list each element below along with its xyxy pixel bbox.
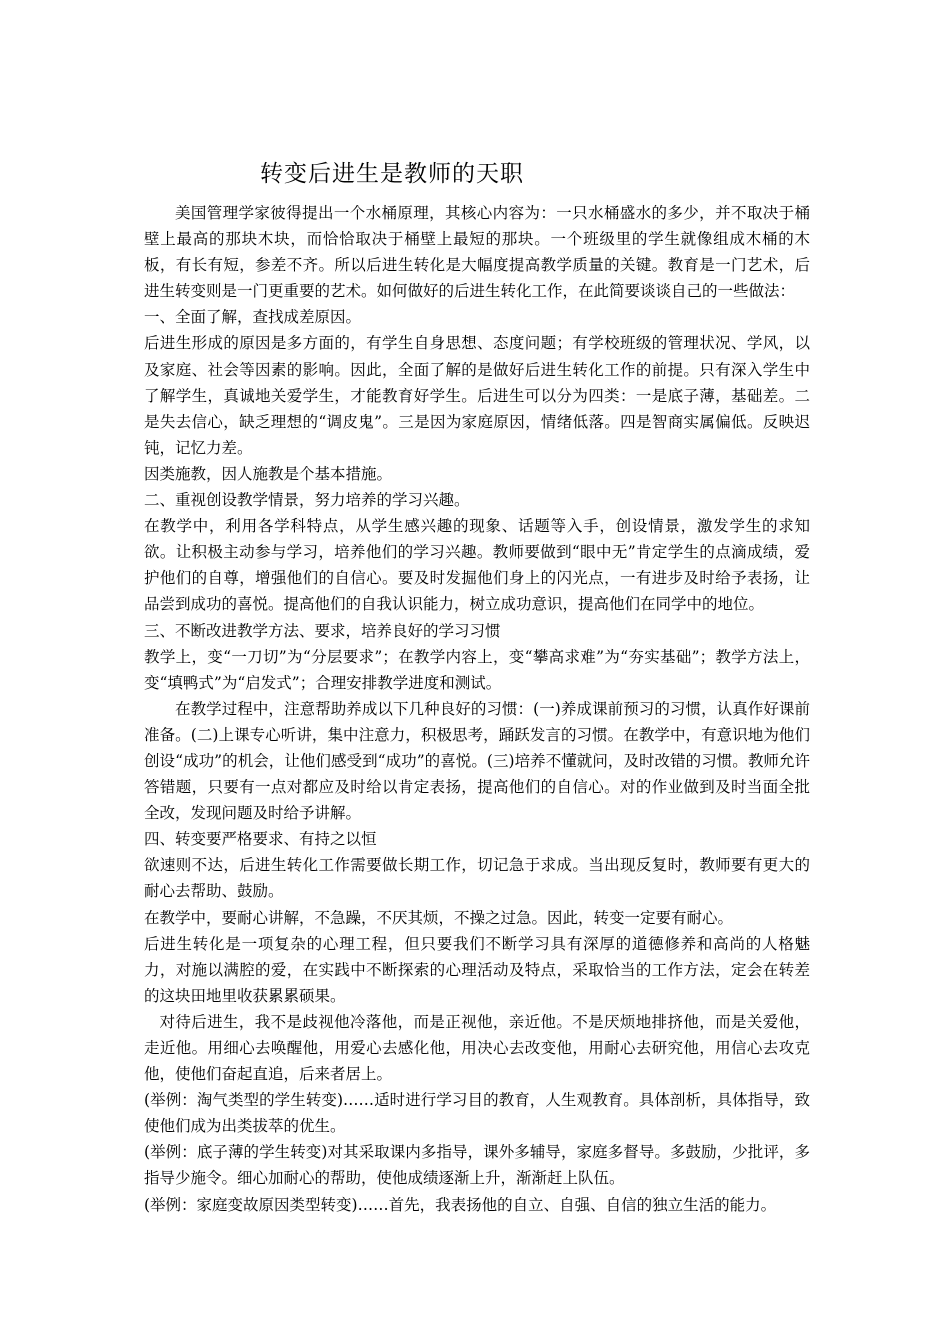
paragraph: 在教学过程中，注意帮助养成以下几种良好的习惯：(一)养成课前预习的习惯，认真作好课前准备。(二)上课专心听讲，集中注意力，积极思考，踊跃发言的习惯。在教学中，有意识地为他们创设“成功”的机会，让他们感受到“成功”的喜悦。(三)培养不懂就问，及时改错的习惯。教师允许答错题，只要有一点对都应及时给以肯定表扬，提高他们的自信心。对的作业做到及时当面全批全改，发现问题及时给予讲解。 bbox=[144, 699, 810, 823]
example-paragraph: (举例：底子薄的学生转变)对其采取课内多指导，课外多辅导，家庭多督导。多鼓励，少批评，多指导少施令。细心加耐心的帮助，使他成绩逐渐上升，渐渐赶上队伍。 bbox=[144, 1143, 810, 1188]
section-heading-4: 四、转变要严格要求、有持之以恒 bbox=[144, 830, 377, 849]
document-title: 转变后进生是教师的天职 bbox=[260, 161, 524, 187]
paragraph: 对待后进生，我不是歧视他冷落他，而是正视他，亲近他。不是厌烦地排挤他，而是关爱他，走近他。用细心去唤醒他，用爱心去感化他，用决心去改变他，用耐心去研究他，用信心去攻克他，使他们奋起直追，后来者居上。 bbox=[144, 1012, 810, 1084]
example-paragraph: (举例：家庭变故原因类型转变)……首先，我表扬他的自立、自强、自信的独立生活的能力。 bbox=[144, 1195, 777, 1214]
section-heading-3: 三、不断改进教学方法、要求，培养良好的学习习惯 bbox=[144, 621, 501, 640]
paragraph: 欲速则不达，后进生转化工作需要做长期工作，切记急于求成。当出现反复时，教师要有更大的耐心去帮助、鼓励。 bbox=[144, 856, 810, 901]
paragraph: 教学上，变“一刀切”为“分层要求”；在教学内容上，变“攀高求难”为“夯实基础”；教学方法上，变“填鸭式”为“启发式”；合理安排教学进度和测试。 bbox=[144, 647, 810, 692]
paragraph: 后进生形成的原因是多方面的，有学生自身思想、态度问题；有学校班级的管理状况、学风，以及家庭、社会等因素的影响。因此，全面了解的是做好后进生转化工作的前提。只有深入学生中了解学生，真诚地关爱学生，才能教育好学生。后进生可以分为四类：一是底子薄，基础差。二是失去信心，缺乏理想的“调皮鬼”。三是因为家庭原因，情绪低落。四是智商实属偏低。反映迟钝，记忆力差。 bbox=[144, 334, 810, 457]
paragraph: 后进生转化是一项复杂的心理工程，但只要我们不断学习具有深厚的道德修养和高尚的人格魅力，对施以满腔的爱，在实践中不断探索的心理活动及特点，采取恰当的工作方法，定会在转差的这块田地里收获累累硕果。 bbox=[144, 934, 810, 1005]
section-heading-1: 一、全面了解，查找成差原因。 bbox=[144, 308, 362, 327]
section-heading-2: 二、重视创设教学情景，努力培养的学习兴趣。 bbox=[144, 491, 470, 510]
paragraph: 因类施教，因人施教是个基本措施。 bbox=[144, 464, 393, 483]
paragraph-intro: 美国管理学家彼得提出一个水桶原理，其核心内容为：一只水桶盛水的多少，并不取决于桶壁上最高的那块木块，而恰恰取决于桶壁上最短的那块。一个班级里的学生就像组成木桶的木板，有长有短，参差不齐。所以后进生转化是大幅度提高教学质量的关键。教育是一门艺术，后进生转变则是一门更重要的艺术。如何做好的后进生转化工作，在此简要谈谈自己的一些做法： bbox=[144, 204, 810, 301]
document-body bbox=[144, 200, 810, 1218]
paragraph: 在教学中，要耐心讲解，不急躁，不厌其烦，不操之过急。因此，转变一定要有耐心。 bbox=[144, 908, 734, 927]
example-paragraph: (举例：淘气类型的学生转变)……适时进行学习目的教育，人生观教育。具体剖析，具体指导，致使他们成为出类拔萃的优生。 bbox=[144, 1091, 810, 1136]
paragraph: 在教学中，利用各学科特点，从学生感兴趣的现象、话题等入手，创设情景，激发学生的求知欲。让积极主动参与学习，培养他们的学习兴趣。教师要做到“眼中无”肯定学生的点滴成绩，爱护他们的自尊，增强他们的自信心。要及时发掘他们身上的闪光点，一有进步及时给予表扬，让品尝到成功的喜悦。提高他们的自我认识能力，树立成功意识，提高他们在同学中的地位。 bbox=[144, 517, 810, 614]
